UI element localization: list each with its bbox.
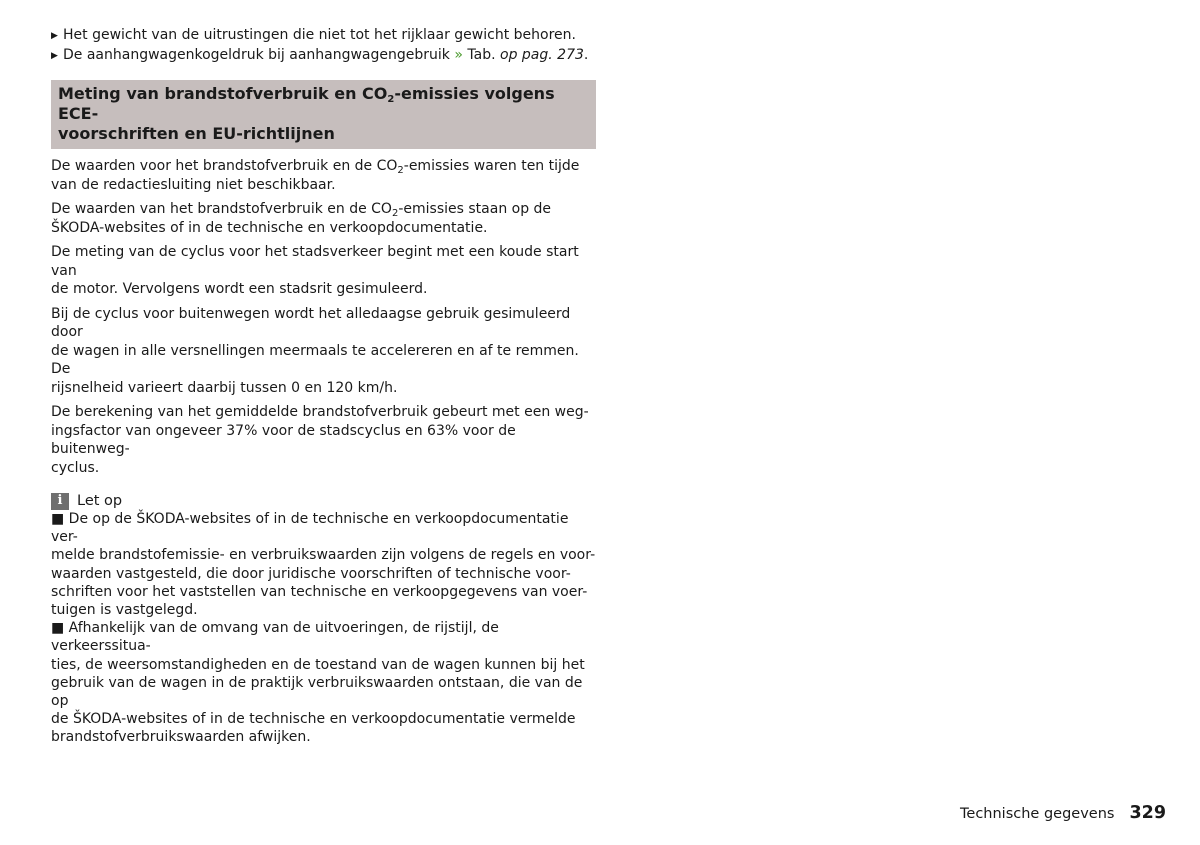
note-title: Let op [77,493,123,509]
list-item: ▶ Het gewicht van de uitrustingen die niet tot het rijklaar gewicht behoren. [51,26,596,46]
note-header [51,492,596,510]
section-heading: Meting van brandstofverbruik en $CO_2$-emissies volgens ECE- voorschriften en EU-richtlijnen [51,80,596,149]
paragraph: De waarden van het brandstofverbruik en de $CO_2$-emissies staan op de ŠKODA-websites of in de technische en verkoopdocumentatie. [51,201,552,236]
list-item: ▶ De aanhangwagenkogeldruk bij aanhangwagengebruik » Tab. op pag. 273. [51,46,596,66]
cross-reference-link[interactable]: » [454,47,463,63]
paragraph: De waarden voor het brandstofverbruik en de $CO_2$-emissies waren ten tijde van de redactiesluiting niet beschikbaar. [51,158,580,193]
page-footer [960,803,1166,823]
paragraph: Bij de cyclus voor buitenwegen wordt het alledaagse gebruik gesimuleerd door de wagen in alle versnellingen meermaals te accelereren en af te remmen. De rijsnelheid varieert daarbij tussen 0 en 120 km/h. [51,305,579,396]
chapter-title: Technische gegevens [960,806,1115,822]
note-item: ■ Afhankelijk van de omvang van de uitvoeringen, de rijstijl, de verkeerssitua- ties, de weersomstandigheden en de toestand van de wagen kunnen bij het gebruik van de wagen in de praktijk verbruikswaarden ontstaan, die van de op de ŠKODA-websites of in de technische en verkoopdocumentatie vermelde brandstofverbruikswaarden afwijken. [51,620,585,746]
triangle-bullet-icon: ▶ [51,31,58,41]
note-item: ■ De op de ŠKODA-websites of in de technische en verkoopdocumentatie ver- melde brandstofemissie- en verbruikswaarden zijn volgens de regels en voor- waarden vastgesteld, die door juridische voorschriften of technische voor- schriften voor het vaststellen van technische en verkoopgegevens van voer- tuigen is vastgelegd. [51,511,596,619]
info-icon: i [51,493,69,510]
paragraph: De berekening van het gemiddelde brandstofverbruik gebeurt met een weg- ingsfactor van ongeveer 37% voor de stadscyclus en 63% voor de buitenweg- cyclus. [51,404,589,476]
triangle-bullet-icon: ▶ [51,51,58,61]
note-box [51,492,596,747]
paragraph: De meting van de cyclus voor het stadsverkeer begint met een koude start van de motor. Vervolgens wordt een stadsrit gesimuleerd. [51,244,579,297]
page-number: 329 [1129,803,1166,823]
content-column [51,26,596,747]
